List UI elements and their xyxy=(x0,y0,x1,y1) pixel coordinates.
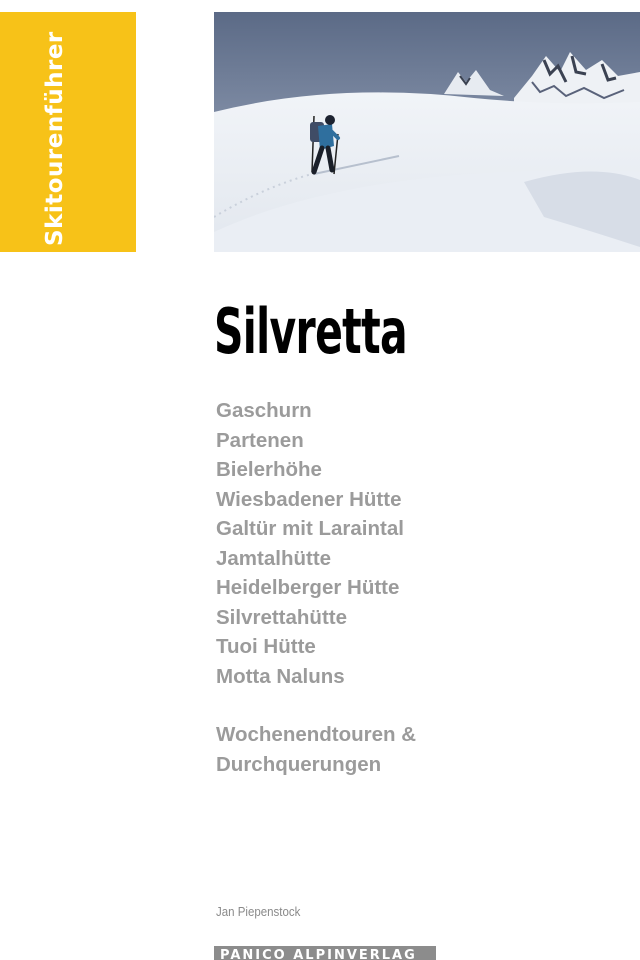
cover-photo xyxy=(214,12,640,252)
region-item: Bielerhöhe xyxy=(216,458,322,481)
region-item: Silvrettahütte xyxy=(216,605,347,629)
subtitle-line-2: Durchquerungen xyxy=(216,752,382,776)
series-label: Skitourenführer xyxy=(42,31,68,246)
region-item: Jamtalhütte xyxy=(216,546,332,570)
author-name: Jan Piepenstock xyxy=(216,905,301,919)
subtitle xyxy=(216,720,416,779)
region-item: Tuoi Hütte xyxy=(216,635,316,658)
region-item: Wiesbadener Hütte xyxy=(216,487,402,511)
region-item: Partenen xyxy=(216,428,304,452)
publisher-logo xyxy=(214,946,436,960)
region-item: Motta Naluns xyxy=(216,664,345,688)
publisher-name: PANICO ALPINVERLAG xyxy=(220,948,417,960)
region-item: Gaschurn xyxy=(216,399,312,422)
region-item: Galtür mit Laraintal xyxy=(216,517,404,540)
subtitle-line-1: Wochenendtouren & xyxy=(216,723,417,746)
region-item: Heidelberger Hütte xyxy=(216,576,400,599)
series-tab xyxy=(0,12,136,252)
book-title: Silvretta xyxy=(214,295,407,368)
region-list xyxy=(216,396,404,691)
